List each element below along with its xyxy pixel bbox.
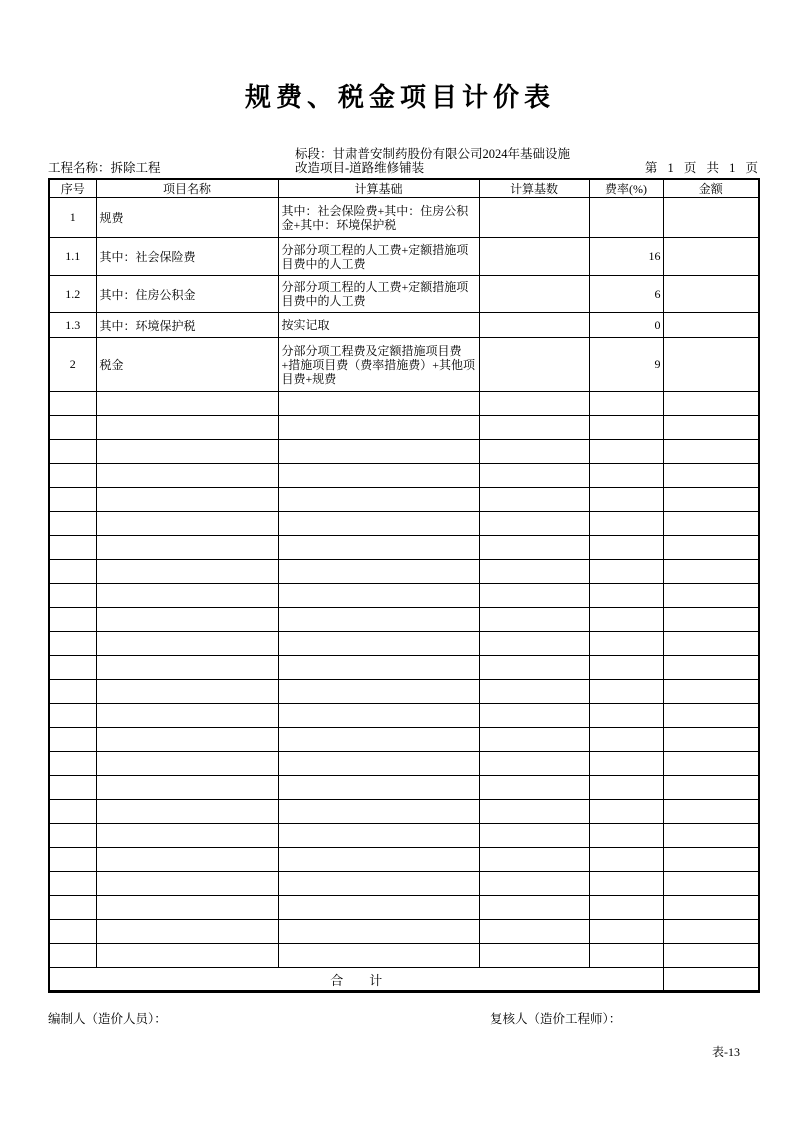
empty-cell <box>663 536 759 560</box>
empty-cell <box>479 728 589 752</box>
empty-cell <box>663 776 759 800</box>
empty-row <box>49 536 759 560</box>
empty-cell <box>49 872 96 896</box>
empty-cell <box>49 656 96 680</box>
empty-cell <box>278 488 479 512</box>
cell-rate: 6 <box>589 276 663 313</box>
cell-basis: 其中：社会保险费+其中：住房公积金+其中：环境保护税 <box>278 198 479 238</box>
cell-rate <box>589 198 663 238</box>
table-footer <box>49 968 759 992</box>
section-line-1: 标段：甘肃普安制药股份有限公司2024年基础设施 <box>295 146 571 161</box>
empty-cell <box>49 488 96 512</box>
cell-basis: 分部分项工程费及定额措施项目费+措施项目费（费率措施费）+其他项目费+规费 <box>278 338 479 392</box>
empty-cell <box>589 608 663 632</box>
empty-cell <box>589 584 663 608</box>
reviewer-label: 复核人（造价工程师）： <box>490 1012 622 1027</box>
empty-cell <box>96 824 278 848</box>
empty-cell <box>589 416 663 440</box>
empty-cell <box>278 872 479 896</box>
empty-cell <box>589 896 663 920</box>
header-no: 序号 <box>49 179 96 198</box>
cell-no: 1.2 <box>49 276 96 313</box>
empty-cell <box>278 704 479 728</box>
empty-cell <box>663 464 759 488</box>
empty-cell <box>663 728 759 752</box>
header-row <box>49 179 759 198</box>
empty-cell <box>96 488 278 512</box>
empty-cell <box>663 872 759 896</box>
empty-cell <box>479 560 589 584</box>
empty-cell <box>49 776 96 800</box>
empty-row <box>49 800 759 824</box>
empty-cell <box>49 512 96 536</box>
empty-row <box>49 512 759 536</box>
empty-cell <box>663 512 759 536</box>
empty-cell <box>589 920 663 944</box>
empty-cell <box>479 680 589 704</box>
empty-cell <box>96 800 278 824</box>
header-item-name: 项目名称 <box>96 179 278 198</box>
cell-amount <box>663 338 759 392</box>
total-amount <box>663 968 759 992</box>
table-meta-row <box>48 147 758 175</box>
page-title: 规费、税金项目计价表 <box>244 83 555 112</box>
empty-cell <box>663 584 759 608</box>
empty-row <box>49 416 759 440</box>
empty-cell <box>49 896 96 920</box>
empty-cell <box>589 656 663 680</box>
cell-basis: 按实记取 <box>278 313 479 338</box>
empty-cell <box>96 560 278 584</box>
empty-cell <box>479 800 589 824</box>
empty-cell <box>96 848 278 872</box>
empty-row <box>49 440 759 464</box>
cell-name: 规费 <box>96 198 278 238</box>
empty-cell <box>49 728 96 752</box>
table-row <box>49 276 759 313</box>
empty-cell <box>589 704 663 728</box>
header-rate: 费率(%) <box>589 179 663 198</box>
empty-cell <box>278 632 479 656</box>
empty-row <box>49 608 759 632</box>
empty-cell <box>278 752 479 776</box>
empty-cell <box>663 800 759 824</box>
page-indicator: 第 1 页 共 1 页 <box>644 160 758 175</box>
cell-name: 其中：环境保护税 <box>96 313 278 338</box>
cell-name: 税金 <box>96 338 278 392</box>
empty-cell <box>589 680 663 704</box>
empty-cell <box>49 944 96 968</box>
cell-name: 其中：住房公积金 <box>96 276 278 313</box>
section-line-2: 改造项目-道路维修铺装 <box>295 160 425 175</box>
empty-cell <box>589 776 663 800</box>
empty-cell <box>479 416 589 440</box>
empty-cell <box>663 560 759 584</box>
empty-cell <box>479 488 589 512</box>
cell-amount <box>663 313 759 338</box>
empty-cell <box>589 632 663 656</box>
total-row <box>49 968 759 992</box>
empty-row <box>49 896 759 920</box>
empty-cell <box>49 536 96 560</box>
empty-cell <box>96 608 278 632</box>
empty-cell <box>663 848 759 872</box>
empty-cell <box>278 608 479 632</box>
empty-cell <box>479 848 589 872</box>
empty-cell <box>589 464 663 488</box>
empty-cell <box>479 608 589 632</box>
empty-cell <box>96 416 278 440</box>
empty-cell <box>589 560 663 584</box>
empty-row <box>49 584 759 608</box>
empty-cell <box>96 632 278 656</box>
empty-cell <box>663 824 759 848</box>
empty-cell <box>49 680 96 704</box>
empty-cell <box>96 944 278 968</box>
empty-cell <box>49 560 96 584</box>
empty-cell <box>663 440 759 464</box>
empty-row <box>49 728 759 752</box>
empty-cell <box>96 440 278 464</box>
empty-cell <box>589 824 663 848</box>
empty-cell <box>663 920 759 944</box>
cell-base <box>479 313 589 338</box>
empty-cell <box>589 944 663 968</box>
form-code: 表-13 <box>712 1045 740 1060</box>
empty-cell <box>278 416 479 440</box>
empty-cell <box>96 392 278 416</box>
cell-no: 1 <box>49 198 96 238</box>
table-row <box>49 198 759 238</box>
empty-cell <box>479 464 589 488</box>
header-calc-basis: 计算基础 <box>278 179 479 198</box>
header-amount: 金额 <box>663 179 759 198</box>
empty-row <box>49 656 759 680</box>
empty-cell <box>589 800 663 824</box>
table-body <box>49 198 759 968</box>
empty-cell <box>479 440 589 464</box>
empty-cell <box>49 416 96 440</box>
section-label <box>295 147 637 175</box>
signature-row <box>48 1009 758 1027</box>
empty-cell <box>663 392 759 416</box>
empty-cell <box>96 920 278 944</box>
empty-row <box>49 680 759 704</box>
empty-cell <box>479 536 589 560</box>
empty-cell <box>278 920 479 944</box>
cell-rate: 9 <box>589 338 663 392</box>
empty-cell <box>49 800 96 824</box>
cell-no: 1.1 <box>49 238 96 276</box>
empty-cell <box>49 824 96 848</box>
empty-cell <box>49 584 96 608</box>
empty-row <box>49 488 759 512</box>
empty-cell <box>96 872 278 896</box>
empty-row <box>49 704 759 728</box>
empty-cell <box>663 896 759 920</box>
fees-taxes-table <box>48 178 760 994</box>
empty-cell <box>49 440 96 464</box>
empty-cell <box>96 704 278 728</box>
empty-cell <box>96 752 278 776</box>
empty-row <box>49 848 759 872</box>
empty-cell <box>663 416 759 440</box>
empty-cell <box>49 848 96 872</box>
empty-cell <box>479 944 589 968</box>
empty-row <box>49 392 759 416</box>
empty-cell <box>663 608 759 632</box>
empty-cell <box>278 680 479 704</box>
cell-no: 2 <box>49 338 96 392</box>
empty-cell <box>278 560 479 584</box>
empty-cell <box>49 608 96 632</box>
empty-cell <box>96 656 278 680</box>
empty-cell <box>479 584 589 608</box>
empty-cell <box>96 896 278 920</box>
empty-cell <box>49 632 96 656</box>
table-row <box>49 313 759 338</box>
empty-cell <box>278 464 479 488</box>
cell-base <box>479 338 589 392</box>
empty-cell <box>49 464 96 488</box>
empty-cell <box>278 584 479 608</box>
empty-cell <box>663 752 759 776</box>
empty-cell <box>96 728 278 752</box>
total-label: 合 计 <box>49 968 663 992</box>
empty-cell <box>49 704 96 728</box>
empty-cell <box>278 440 479 464</box>
empty-cell <box>479 872 589 896</box>
cell-rate: 0 <box>589 313 663 338</box>
empty-cell <box>278 776 479 800</box>
empty-cell <box>278 824 479 848</box>
empty-cell <box>96 536 278 560</box>
empty-row <box>49 872 759 896</box>
empty-cell <box>96 584 278 608</box>
project-name-label: 工程名称：拆除工程 <box>48 160 161 175</box>
empty-cell <box>589 440 663 464</box>
empty-cell <box>278 944 479 968</box>
empty-cell <box>589 488 663 512</box>
empty-cell <box>663 680 759 704</box>
empty-row <box>49 776 759 800</box>
empty-cell <box>479 752 589 776</box>
empty-cell <box>278 512 479 536</box>
empty-cell <box>278 728 479 752</box>
empty-row <box>49 944 759 968</box>
cell-base <box>479 238 589 276</box>
empty-cell <box>96 512 278 536</box>
empty-cell <box>589 536 663 560</box>
empty-cell <box>96 680 278 704</box>
cell-name: 其中：社会保险费 <box>96 238 278 276</box>
empty-cell <box>479 656 589 680</box>
header-calc-base: 计算基数 <box>479 179 589 198</box>
empty-cell <box>49 392 96 416</box>
cell-amount <box>663 198 759 238</box>
empty-cell <box>663 632 759 656</box>
empty-cell <box>278 392 479 416</box>
table-row <box>49 238 759 276</box>
empty-cell <box>278 656 479 680</box>
empty-cell <box>663 488 759 512</box>
cell-base <box>479 276 589 313</box>
empty-cell <box>663 656 759 680</box>
empty-cell <box>663 944 759 968</box>
empty-cell <box>479 704 589 728</box>
cell-basis: 分部分项工程的人工费+定额措施项目费中的人工费 <box>278 238 479 276</box>
empty-cell <box>589 728 663 752</box>
empty-cell <box>479 824 589 848</box>
cell-amount <box>663 238 759 276</box>
cell-no: 1.3 <box>49 313 96 338</box>
empty-cell <box>479 920 589 944</box>
empty-row <box>49 632 759 656</box>
empty-cell <box>278 536 479 560</box>
table-row <box>49 338 759 392</box>
empty-cell <box>278 848 479 872</box>
empty-cell <box>278 800 479 824</box>
empty-row <box>49 752 759 776</box>
empty-cell <box>278 896 479 920</box>
empty-cell <box>479 512 589 536</box>
cell-amount <box>663 276 759 313</box>
empty-cell <box>49 752 96 776</box>
empty-cell <box>479 896 589 920</box>
table-header <box>49 179 759 198</box>
empty-cell <box>663 704 759 728</box>
empty-cell <box>589 848 663 872</box>
empty-row <box>49 920 759 944</box>
empty-cell <box>479 632 589 656</box>
empty-row <box>49 464 759 488</box>
empty-cell <box>589 512 663 536</box>
empty-cell <box>49 920 96 944</box>
cell-base <box>479 198 589 238</box>
preparer-label: 编制人（造价人员）： <box>48 1012 167 1027</box>
empty-cell <box>479 776 589 800</box>
empty-cell <box>589 752 663 776</box>
empty-cell <box>96 464 278 488</box>
empty-cell <box>589 872 663 896</box>
empty-cell <box>479 392 589 416</box>
cell-basis: 分部分项工程的人工费+定额措施项目费中的人工费 <box>278 276 479 313</box>
empty-cell <box>96 776 278 800</box>
empty-row <box>49 560 759 584</box>
empty-cell <box>589 392 663 416</box>
cell-rate: 16 <box>589 238 663 276</box>
empty-row <box>49 824 759 848</box>
